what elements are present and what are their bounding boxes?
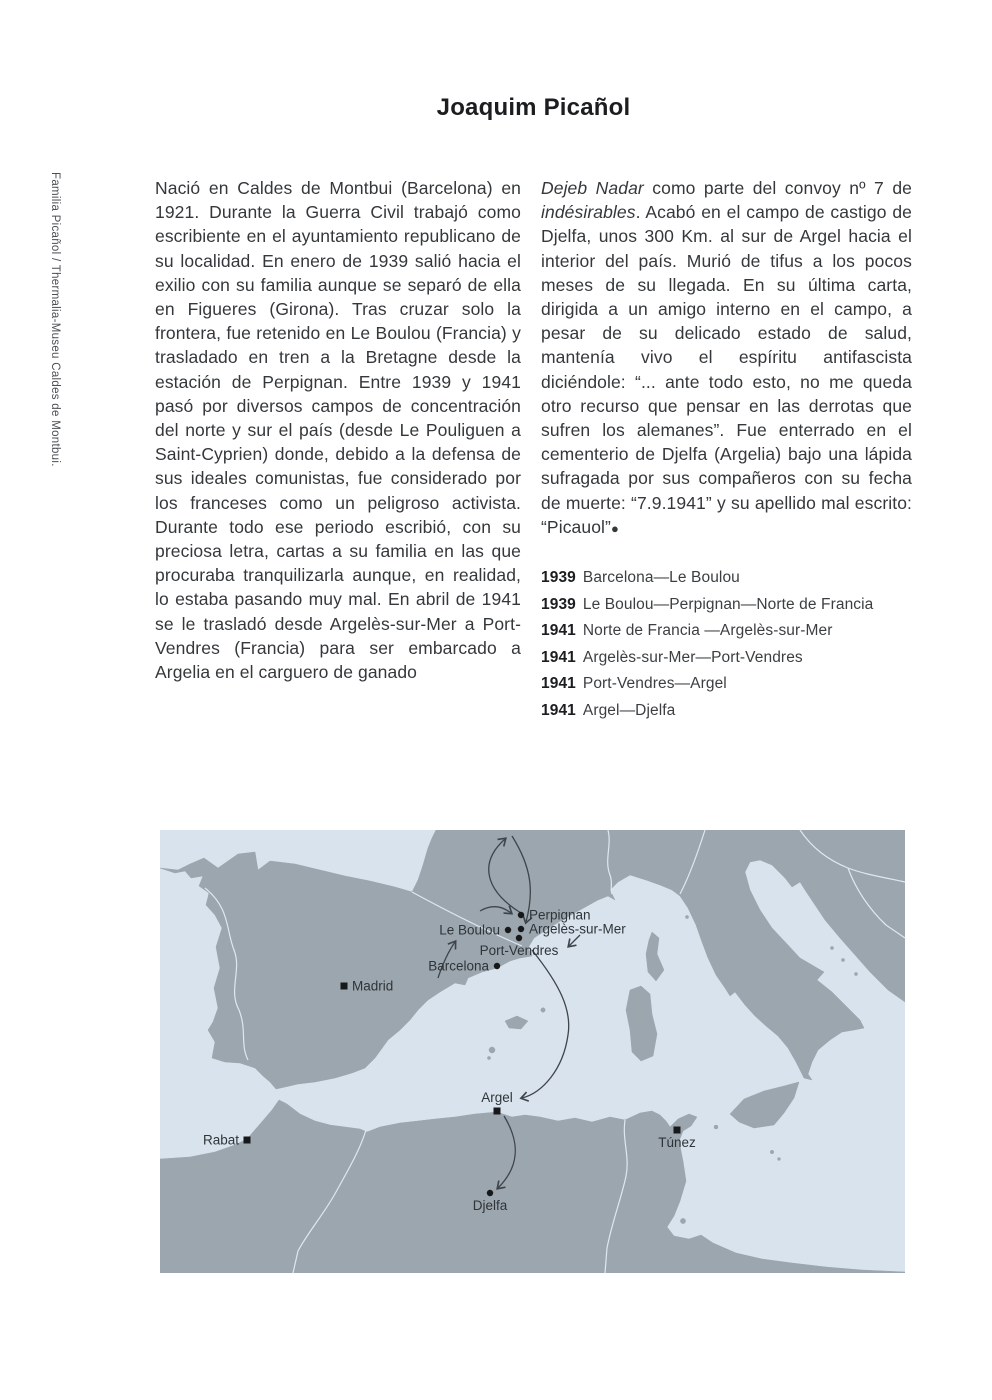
city-marker-square bbox=[674, 1127, 681, 1134]
timeline-entry bbox=[541, 592, 912, 619]
city-label: Madrid bbox=[352, 978, 394, 994]
photo-credit-vertical: Familia Picañol / Thermalia-Museu Caldes de Montbui. bbox=[49, 172, 61, 467]
article-right-paragraph bbox=[541, 176, 912, 541]
map-svg bbox=[160, 830, 905, 1273]
timeline-route: Argel—Djelfa bbox=[582, 701, 676, 719]
city-label: Barcelona bbox=[428, 958, 489, 974]
city-label: Argel bbox=[481, 1090, 513, 1105]
city-marker-dot bbox=[494, 963, 500, 969]
city-argel-s-sur-mer bbox=[518, 922, 626, 937]
city-label: Rabat bbox=[202, 1132, 239, 1148]
city-marker-square bbox=[244, 1137, 251, 1144]
timeline bbox=[541, 565, 912, 724]
article-left-column: Nació en Caldes de Montbui (Barcelona) en 1921. Durante la Guerra Civil trabajó como escribiente en el ayuntamiento republicano de su localidad. En enero de 1939 salió hacia el exilio con su familia aunque se separó de ella en Figueres (Girona). Tras cruzar solo la frontera, fue retenido en Le Boulou (Francia) y trasladado en tren a la Bretagne desde la estación de Perpignan. Entre 1939 y 1941 pasó por diversos campos de concentración del norte y sur el país (desde Le Pouliguen a Saint-Cyprien) donde, debido a la defensa de sus ideales comunistas, fue considerado por los franceses como un peligroso activista. Durante todo ese periodo escribió, con su preciosa letra, cartas a su familia en las que procuraba tranquilizarla aunque, en realidad, lo estaba pasando muy mal. En abril de 1941 se le trasladó desde Argelès-sur-Mer a Port-Vendres (Francia) para ser embarcado a Argelia en el carguero de ganado bbox=[155, 178, 521, 683]
timeline-route: Le Boulou—Perpignan—Norte de Francia bbox=[582, 595, 874, 613]
text-segment: Dejeb Nadar bbox=[541, 178, 644, 198]
city-label: Port-Vendres bbox=[479, 943, 559, 958]
island-malta bbox=[770, 1150, 774, 1154]
city-marker-dot bbox=[505, 927, 511, 933]
city-marker-square bbox=[494, 1108, 501, 1115]
island-gozo bbox=[778, 1158, 781, 1161]
timeline-entry bbox=[541, 698, 912, 725]
timeline-route: Norte de Francia —Argelès-sur-Mer bbox=[582, 622, 833, 640]
timeline-route: Port-Vendres—Argel bbox=[582, 675, 727, 693]
timeline-year: 1939 bbox=[541, 595, 576, 613]
end-mark: ● bbox=[610, 520, 619, 536]
timeline-year: 1941 bbox=[541, 675, 576, 693]
island-adriatic-3 bbox=[854, 972, 857, 975]
timeline-entry bbox=[541, 645, 912, 672]
mediterranean-route-map bbox=[160, 830, 905, 1273]
timeline-year: 1941 bbox=[541, 701, 576, 719]
city-label: Djelfa bbox=[472, 1198, 508, 1213]
timeline-year: 1941 bbox=[541, 648, 576, 666]
timeline-entry bbox=[541, 618, 912, 645]
city-marker-dot bbox=[518, 912, 524, 918]
city-perpignan bbox=[518, 908, 591, 923]
island-pantelleria bbox=[714, 1125, 718, 1129]
text-segment: indésirables bbox=[541, 202, 636, 223]
city-marker-dot bbox=[516, 935, 522, 941]
timeline-year: 1939 bbox=[541, 569, 576, 587]
island-elba bbox=[685, 915, 688, 918]
timeline-route: Argelès-sur-Mer—Port-Vendres bbox=[582, 648, 803, 666]
page-title: Joaquim Picañol bbox=[436, 94, 631, 121]
island-djerba bbox=[680, 1218, 685, 1223]
text-segment: . Acabó en el campo de castigo de Djelfa, unos 300 Km. al sur de Argel hacia el interior del país. Murió de tifus a los pocos meses de su llegada. En su última carta, dirigida a un amigo interno en el campo, a pesar de su delicado estado de salud, mantenía vivo el espíritu antifascista diciéndole: “... ante todo esto, no me queda otro recurso que pensar en las derrotas que sufren los alemanes”. Fue enterrado en el cementerio de Djelfa (Argelia) bajo una lápida sufragada por sus compañeros con su fecha de muerte: “7.9.1941” y su apellido mal escrito: “Picauol” bbox=[541, 202, 912, 537]
island-adriatic-2 bbox=[841, 958, 844, 961]
island-formentera bbox=[487, 1056, 490, 1059]
city-label: Le Boulou bbox=[439, 922, 500, 938]
city-marker-dot bbox=[487, 1190, 493, 1196]
text-segment: como parte del convoy nº 7 de bbox=[643, 178, 912, 198]
timeline-year: 1941 bbox=[541, 622, 576, 640]
city-label: Túnez bbox=[658, 1135, 696, 1150]
city-marker-dot bbox=[518, 926, 524, 932]
island-menorca bbox=[541, 1008, 545, 1012]
city-label: Argelès-sur-Mer bbox=[529, 921, 626, 937]
timeline-entry bbox=[541, 565, 912, 592]
timeline-route: Barcelona—Le Boulou bbox=[582, 569, 740, 587]
article-right-column bbox=[541, 176, 912, 724]
island-adriatic-1 bbox=[830, 946, 833, 949]
island-ibiza bbox=[489, 1047, 495, 1053]
timeline-entry bbox=[541, 671, 912, 698]
city-label: Perpignan bbox=[529, 907, 591, 923]
article-body bbox=[155, 176, 912, 724]
city-marker-square bbox=[341, 983, 348, 990]
